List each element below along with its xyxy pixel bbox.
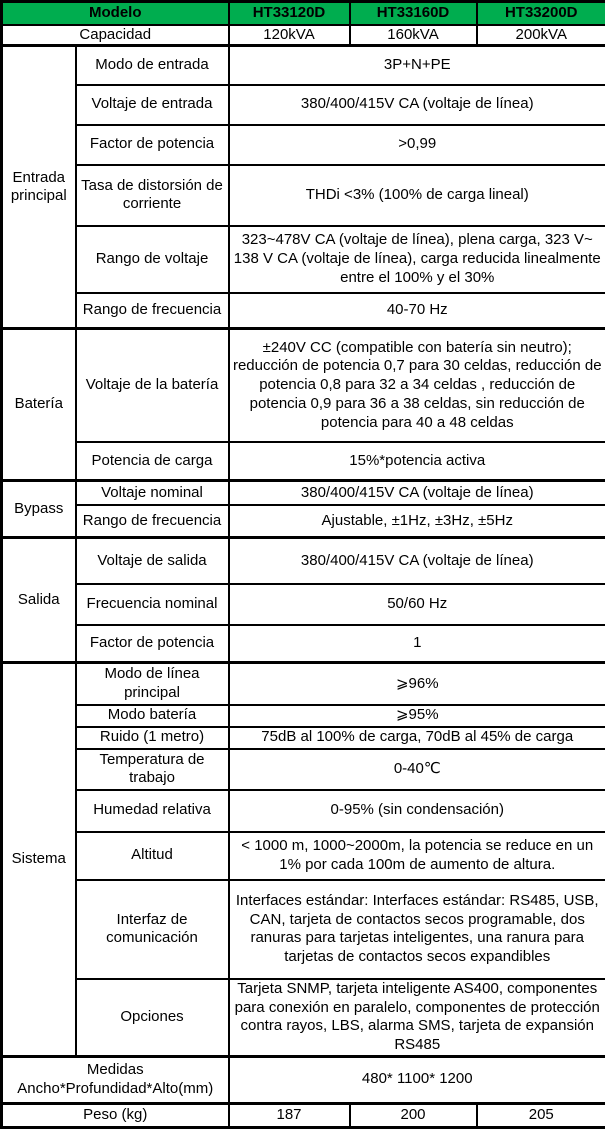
spec-label: Factor de potencia (76, 625, 229, 663)
row-medidas (2, 1056, 605, 1103)
dimensions-label: Medidas Ancho*Profundidad*Alto(mm) (2, 1056, 229, 1103)
spec-label: Interfaz de comunicación (76, 880, 229, 979)
spec-value: ⩾96% (229, 663, 605, 705)
spec-label: Tasa de distorsión de corriente (76, 165, 229, 226)
spec-label: Ruido (1 metro) (76, 727, 229, 749)
spec-label: Rango de voltaje (76, 226, 229, 293)
capacity-value-1: 120kVA (229, 25, 350, 46)
spec-value: 50/60 Hz (229, 584, 605, 625)
spec-value: 15%*potencia activa (229, 442, 605, 481)
dimensions-value: 480* 1100* 1200 (229, 1056, 605, 1103)
row-peso (2, 1103, 605, 1127)
spec-label: Rango de frecuencia (76, 293, 229, 329)
spec-label: Potencia de carga (76, 442, 229, 481)
row-modo-de-entrada (2, 46, 605, 85)
row-rango-de-frecuencia-entrada (2, 293, 605, 329)
spec-label: Rango de frecuencia (76, 505, 229, 538)
row-modo-bateria (2, 705, 605, 727)
capacity-label: Capacidad (2, 25, 229, 46)
row-capacidad (2, 25, 605, 46)
category-bypass: Bypass (2, 481, 76, 538)
spec-label: Modo batería (76, 705, 229, 727)
spec-value: >0,99 (229, 125, 605, 165)
row-rango-de-voltaje (2, 226, 605, 293)
spec-value: 40-70 Hz (229, 293, 605, 329)
capacity-value-2: 160kVA (350, 25, 477, 46)
spec-value: Ajustable, ±1Hz, ±3Hz, ±5Hz (229, 505, 605, 538)
spec-label: Voltaje de la batería (76, 329, 229, 442)
row-factor-de-potencia-entrada (2, 125, 605, 165)
spec-label: Frecuencia nominal (76, 584, 229, 625)
spec-value: Tarjeta SNMP, tarjeta inteligente AS400, componentes para conexión en paralelo, componentes de protección contra rayos, LBS, alarma SMS, tarjeta de expansión RS485 (229, 979, 605, 1057)
model-name-3: HT33200D (477, 2, 605, 25)
capacity-value-3: 200kVA (477, 25, 605, 46)
row-factor-de-potencia-salida (2, 625, 605, 663)
row-ruido (2, 727, 605, 749)
spec-label: Temperatura de trabajo (76, 749, 229, 790)
row-temperatura-de-trabajo (2, 749, 605, 790)
row-modelo (2, 2, 605, 25)
spec-value: < 1000 m, 1000~2000m, la potencia se reduce en un 1% por cada 100m de aumento de altura. (229, 832, 605, 880)
row-modo-de-linea-principal (2, 663, 605, 705)
row-voltaje-de-la-bateria (2, 329, 605, 442)
spec-value: THDi <3% (100% de carga lineal) (229, 165, 605, 226)
spec-value: 1 (229, 625, 605, 663)
spec-label: Voltaje nominal (76, 481, 229, 505)
spec-label: Voltaje de salida (76, 538, 229, 584)
weight-value-1: 187 (229, 1103, 350, 1127)
spec-label: Altitud (76, 832, 229, 880)
row-opciones (2, 979, 605, 1057)
spec-label: Modo de entrada (76, 46, 229, 85)
category-salida: Salida (2, 538, 76, 663)
spec-value: ±240V CC (compatible con batería sin neutro); reducción de potencia 0,7 para 30 celdas, reducción de potencia 0,8 para 32 a 34 celdas , reducción de potencia 0,9 para 36 a 38 celdas, sin reducción de potencia para 40 a 48 celdas (229, 329, 605, 442)
row-tasa-de-distorsion (2, 165, 605, 226)
spec-value: 323~478V CA (voltaje de línea), plena carga, 323 V~ 138 V CA (voltaje de línea), carga reducida linealmente entre el 100% y el 30% (229, 226, 605, 293)
category-entrada-principal: Entrada principal (2, 46, 76, 329)
spec-value: 0-40℃ (229, 749, 605, 790)
spec-value: 380/400/415V CA (voltaje de línea) (229, 481, 605, 505)
row-voltaje-de-salida (2, 538, 605, 584)
model-name-2: HT33160D (350, 2, 477, 25)
row-voltaje-de-entrada (2, 85, 605, 125)
spec-value: 75dB al 100% de carga, 70dB al 45% de carga (229, 727, 605, 749)
weight-value-3: 205 (477, 1103, 605, 1127)
spec-label: Voltaje de entrada (76, 85, 229, 125)
category-bateria: Batería (2, 329, 76, 481)
spec-value: 380/400/415V CA (voltaje de línea) (229, 85, 605, 125)
spec-value: ⩾95% (229, 705, 605, 727)
spec-value: 0-95% (sin condensación) (229, 790, 605, 832)
model-header-label: Modelo (2, 2, 229, 25)
row-rango-de-frecuencia-bypass (2, 505, 605, 538)
row-voltaje-nominal-bypass (2, 481, 605, 505)
spec-label: Opciones (76, 979, 229, 1057)
model-name-1: HT33120D (229, 2, 350, 25)
spec-label: Humedad relativa (76, 790, 229, 832)
weight-value-2: 200 (350, 1103, 477, 1127)
row-frecuencia-nominal (2, 584, 605, 625)
row-altitud (2, 832, 605, 880)
spec-value: 380/400/415V CA (voltaje de línea) (229, 538, 605, 584)
row-interfaz-de-comunicacion (2, 880, 605, 979)
category-sistema: Sistema (2, 663, 76, 1057)
spec-value: Interfaces estándar: Interfaces estándar: RS485, USB, CAN, tarjeta de contactos secos programable, dos ranuras para tarjetas inteligentes, una ranura para tarjetas de contactos secos expandibles (229, 880, 605, 979)
row-potencia-de-carga (2, 442, 605, 481)
spec-label: Modo de línea principal (76, 663, 229, 705)
spec-label: Factor de potencia (76, 125, 229, 165)
row-humedad-relativa (2, 790, 605, 832)
weight-label: Peso (kg) (2, 1103, 229, 1127)
spec-value: 3P+N+PE (229, 46, 605, 85)
